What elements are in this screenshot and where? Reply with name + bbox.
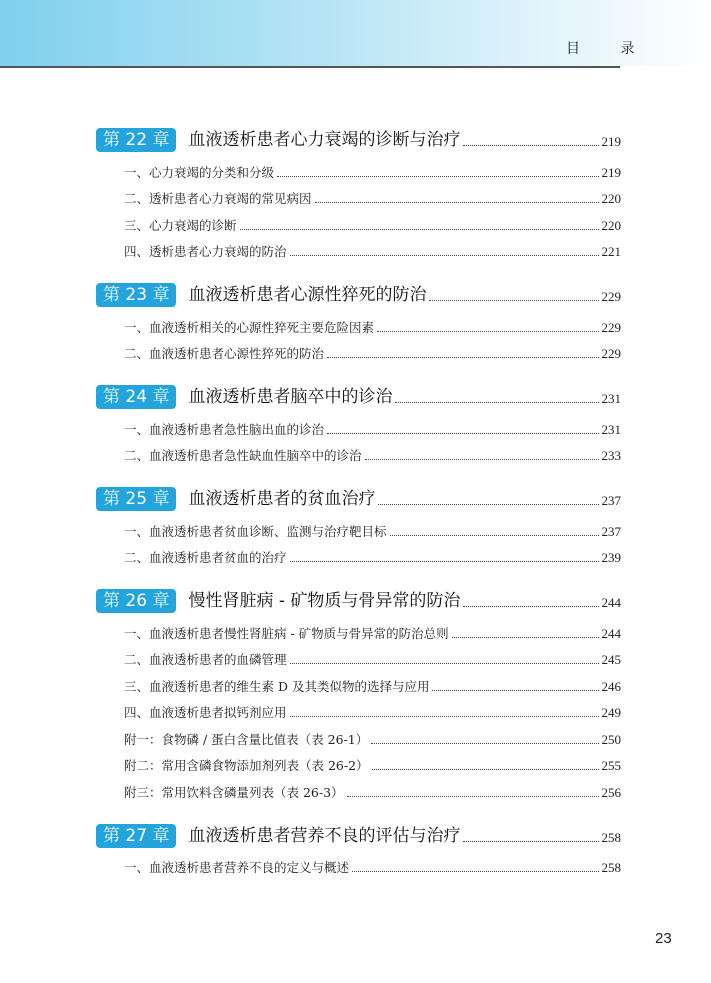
dot-leader (352, 870, 598, 872)
entry-title: 三、血液透析患者的维生素 D 及其类似物的选择与应用 (124, 678, 430, 694)
dot-leader (432, 689, 598, 691)
dot-leader (429, 299, 598, 301)
toc-chapter (96, 381, 621, 466)
chapter-number-badge: 第 23 章 (96, 283, 176, 307)
dot-leader (347, 795, 599, 797)
chapter-page-number: 229 (601, 289, 621, 304)
chapter-number-badge: 第 24 章 (96, 385, 176, 409)
entry-page-number: 229 (601, 346, 621, 361)
entry-title: 一、血液透析相关的心源性猝死主要危险因素 (124, 319, 375, 335)
dot-leader (327, 356, 598, 358)
header-rule (0, 66, 620, 68)
dot-leader (378, 503, 598, 505)
entry-title: 一、血液透析患者营养不良的定义与概述 (124, 860, 350, 875)
toc-chapter (96, 279, 621, 364)
toc-entry[interactable] (96, 776, 621, 803)
chapter-page-number: 258 (601, 829, 621, 845)
toc-entry[interactable] (96, 852, 621, 879)
dot-leader (390, 534, 599, 536)
chapter-number-badge: 第 25 章 (96, 487, 176, 511)
dot-leader (290, 662, 599, 664)
table-of-contents (96, 124, 621, 895)
dot-leader (290, 560, 599, 562)
chapter-title: 血液透析患者心力衰竭的诊断与治疗 (188, 130, 461, 150)
entry-page-number: 246 (601, 678, 621, 694)
entry-page-number: 231 (601, 421, 621, 437)
dot-leader (371, 742, 598, 744)
entry-title: 一、血液透析患者急性脑出血的诊治 (124, 421, 325, 437)
entry-title: 一、血液透析患者贫血诊断、监测与治疗靶目标 (124, 523, 387, 539)
chapter-title: 血液透析患者营养不良的评估与治疗 (188, 825, 461, 846)
toc-entry[interactable] (96, 542, 621, 569)
chapter-number-badge: 第 26 章 (96, 589, 176, 613)
entry-title: 四、透析患者心力衰竭的防治 (124, 244, 287, 259)
entry-page-number: 221 (601, 244, 621, 259)
chapter-page-number: 237 (601, 493, 621, 508)
entry-title: 二、血液透析患者贫血的治疗 (124, 550, 287, 565)
dot-leader (290, 715, 599, 717)
chapter-number-badge: 第 22 章 (96, 128, 176, 152)
chapter-page-number: 231 (601, 391, 621, 406)
chapter-number-badge: 第 27 章 (96, 824, 176, 848)
toc-entry[interactable] (96, 697, 621, 724)
entry-title: 附三：常用饮料含磷量列表（表 26-3） (124, 784, 344, 800)
toc-entry[interactable] (96, 670, 621, 697)
chapter-title: 血液透析患者的贫血治疗 (188, 489, 376, 509)
page-number: 23 (655, 930, 672, 947)
chapter-heading[interactable] (96, 381, 621, 409)
entry-title: 附二：常用含磷食物添加剂列表（表 26-2） (124, 758, 369, 773)
toc-entry[interactable] (96, 750, 621, 777)
toc-entry[interactable] (96, 617, 621, 644)
entry-page-number: 245 (601, 652, 621, 667)
dot-leader (452, 636, 599, 638)
dot-leader (395, 401, 598, 403)
entry-title: 二、透析患者心力衰竭的常见病因 (124, 191, 312, 206)
entry-title: 二、血液透析患者心源性猝死的防治 (124, 346, 325, 361)
running-header-title: 目 录 (566, 41, 653, 57)
entry-page-number: 237 (601, 523, 621, 539)
toc-entry[interactable] (96, 311, 621, 338)
entry-title: 附一：食物磷 / 蛋白含量比值表（表 26-1） (124, 731, 369, 747)
entry-page-number: 256 (601, 784, 621, 800)
dot-leader (315, 201, 599, 203)
entry-page-number: 220 (601, 217, 621, 233)
entry-page-number: 239 (601, 550, 621, 565)
chapter-page-number: 219 (601, 134, 621, 149)
entry-title: 一、心力衰竭的分类和分级 (124, 164, 275, 180)
entry-title: 二、血液透析患者的血磷管理 (124, 652, 287, 667)
dot-leader (290, 254, 599, 256)
dot-leader (365, 458, 599, 460)
chapter-title: 血液透析患者脑卒中的诊治 (188, 387, 393, 407)
chapter-title: 血液透析患者心源性猝死的防治 (188, 285, 427, 305)
entry-title: 四、血液透析患者拟钙剂应用 (124, 705, 287, 720)
chapter-heading[interactable] (96, 585, 621, 613)
dot-leader (463, 840, 598, 842)
toc-entry[interactable] (96, 440, 621, 467)
toc-entry[interactable] (96, 156, 621, 183)
toc-entry[interactable] (96, 338, 621, 365)
chapter-heading[interactable] (96, 820, 621, 848)
entry-page-number: 220 (601, 191, 621, 206)
entry-page-number: 244 (601, 625, 621, 641)
chapter-title: 慢性肾脏病 - 矿物质与骨异常的防治 (188, 591, 461, 611)
toc-chapter (96, 124, 621, 262)
dot-leader (277, 175, 598, 177)
toc-entry[interactable] (96, 413, 621, 440)
toc-entry[interactable] (96, 644, 621, 671)
dot-leader (372, 768, 599, 770)
dot-leader (377, 330, 598, 332)
toc-entry[interactable] (96, 209, 621, 236)
dot-leader (327, 432, 598, 434)
toc-entry[interactable] (96, 723, 621, 750)
entry-title: 二、血液透析患者急性缺血性脑卒中的诊治 (124, 448, 362, 463)
entry-page-number: 219 (601, 164, 621, 180)
toc-chapter (96, 585, 621, 803)
toc-chapter (96, 483, 621, 568)
entry-page-number: 255 (601, 758, 621, 773)
dot-leader (463, 605, 598, 607)
dot-leader (463, 144, 598, 146)
toc-entry[interactable] (96, 183, 621, 210)
dot-leader (240, 228, 599, 230)
chapter-heading[interactable] (96, 279, 621, 307)
entry-page-number: 229 (601, 319, 621, 335)
toc-chapter (96, 820, 621, 879)
chapter-page-number: 244 (601, 595, 621, 610)
entry-page-number: 233 (601, 448, 621, 463)
toc-entry[interactable] (96, 236, 621, 263)
chapter-heading[interactable] (96, 124, 621, 152)
entry-title: 一、血液透析患者慢性肾脏病 - 矿物质与骨异常的防治总则 (124, 625, 449, 641)
entry-page-number: 250 (601, 731, 621, 747)
toc-entry[interactable] (96, 515, 621, 542)
entry-title: 三、心力衰竭的诊断 (124, 217, 237, 233)
entry-page-number: 258 (601, 860, 621, 875)
entry-page-number: 249 (601, 705, 621, 720)
chapter-heading[interactable] (96, 483, 621, 511)
